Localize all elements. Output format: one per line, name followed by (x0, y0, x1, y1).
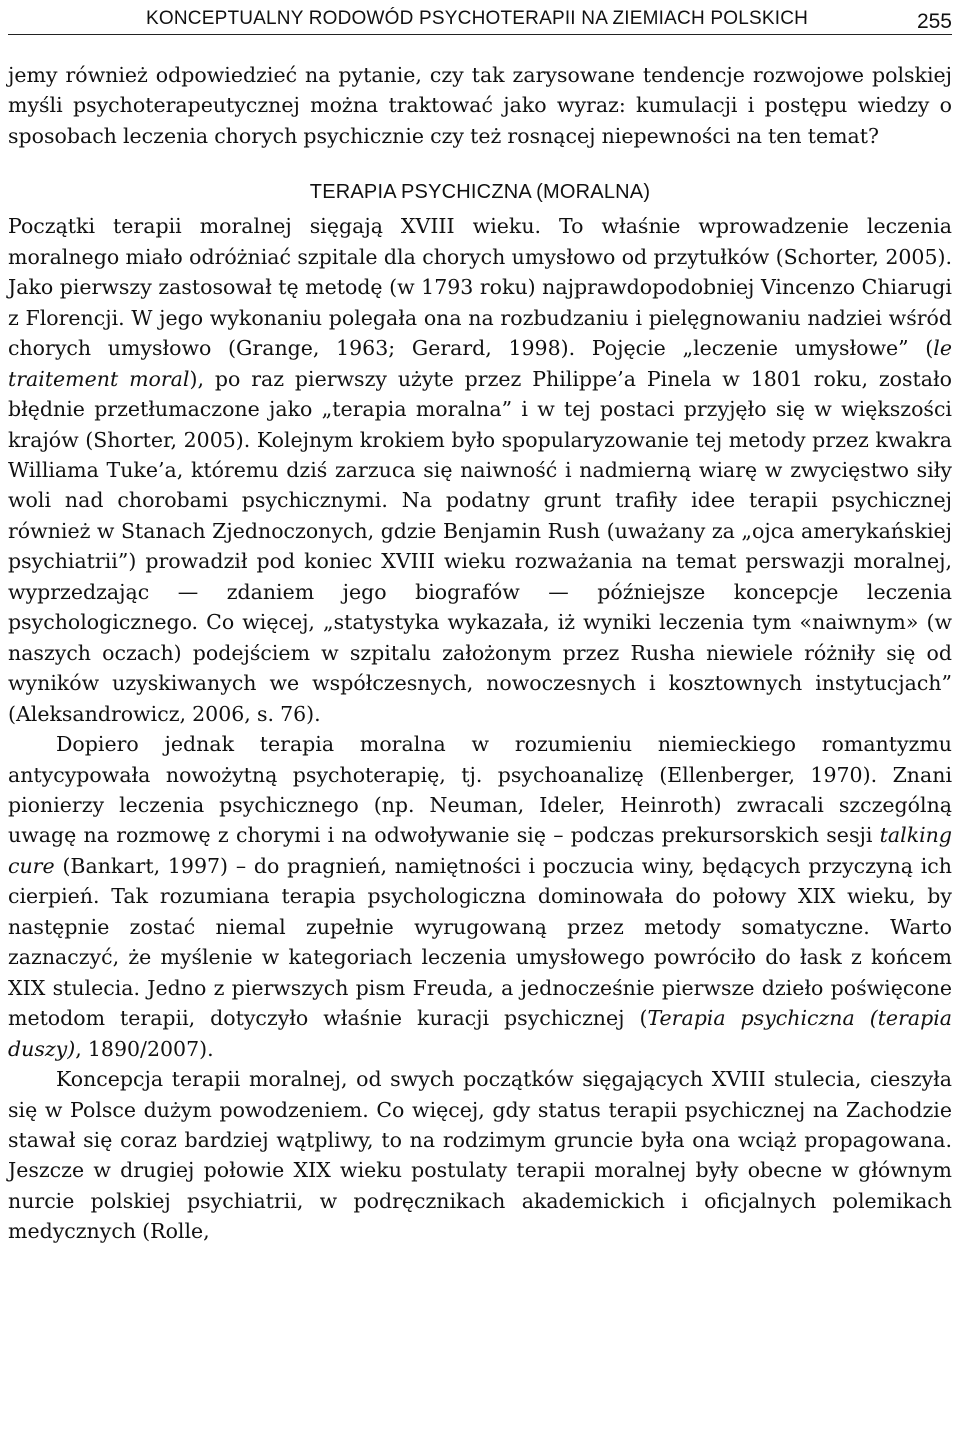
running-header-title: KONCEPTUALNY RODOWÓD PSYCHOTERAPII NA ZIEMIACH POLSKICH (146, 8, 809, 29)
paragraph-2 (8, 729, 952, 1064)
paragraph-2-text-c: , 1890/2007). (75, 1036, 214, 1061)
paragraph-1-text-b: ), po raz pierwszy użyte przez Philippe’a Pinela w 1801 roku, zostało błędnie przetłumaczone jako „terapia moralna” i w tej postaci przyjęło się w większości krajów (Shorter, 2005). Kolejnym krokiem było spopularyzowanie tej metody przez kwakra Williama Tuke’a, któremu dziś zarzuca się naiwność i nadmierną wiarę w zwycięstwo siły woli nad chorobami psychicznymi. Na podatny grunt trafiły idee terapii psychicznej również w Stanach Zjednoczonych, gdzie Benjamin Rush (uważany za „ojca amerykańskiej psychiatrii”) prowadził pod koniec XVIII wieku rozważania na temat perswazji moralnej, wyprzedzając — zdaniem jego biografów — późniejsze koncepcje leczenia psychologicznego. Co więcej, „statystyka wykazała, iż wyniki leczenia tym «naiwnym» (w naszych oczach) podejściem w szpitalu założonym przez Rusha niewiele różniły się od wyników uzyskiwanych we współczesnych, nowoczesnych i kosztownych instytucjach” (Aleksandrowicz, 2006, s. 76). (8, 366, 952, 726)
paragraph-1-italic-a: le traitement moral (8, 336, 952, 391)
paragraph-1 (8, 211, 952, 729)
paragraph-2-text-a: Dopiero jednak terapia moralna w rozumieniu niemieckiego romantyzmu antycypowała nowożytną psychoterapię, tj. psychoanalizę (Ellenberger, 1970). Znani pionierzy leczenia psychicznego (np. Neuman, Ideler, Heinroth) zwracali szczególną uwagę na rozmowę z chorymi i na odwoływanie się – podczas prekursorskich sesji (8, 732, 952, 848)
page-number: 255 (916, 10, 952, 33)
paragraph-2-italic-b: Terapia psychiczna (terapia duszy) (8, 1006, 952, 1061)
section-heading: TERAPIA PSYCHICZNA (MORALNA) (309, 181, 651, 204)
paragraph-intro: jemy również odpowiedzieć na pytanie, czy tak zarysowane tendencje rozwojowe polskiej myśli psychoterapeutycznej można traktować jako wyraz: kumulacji i postępu wiedzy o sposobach leczenia chorych psychicznie czy też rosnącej niepewności na ten temat? (8, 63, 952, 148)
paragraph-1-text-a: Początki terapii moralnej sięgają XVIII wieku. To właśnie wprowadzenie leczenia moralnego miało odróżniać szpitale dla chorych umysłowo od przytułków (Schorter, 2005). Jako pierwszy zastosował tę metodę (w 1793 roku) najprawdopodobniej Vincenzo Chiarugi z Florencji. W jego wykonaniu polegała ona na rozbudzaniu i pielęgnowaniu nadziei wśród chorych umysłowo (Grange, 1963; Gerard, 1998). Pojęcie „leczenie umysłowe” ( (8, 214, 952, 361)
body-text (8, 60, 952, 1247)
running-header (8, 4, 952, 35)
paragraph-2-italic-a: talking cure (8, 823, 952, 878)
paragraph-2-text-b: (Bankart, 1997) – do pragnień, namiętności i poczucia winy, będących przyczyną ich cierpień. Tak rozumiana terapia psychologiczna dominowała do połowy XIX wieku, by następnie zostać niemal zupełnie wyrugowaną przez metody somatyczne. Warto zaznaczyć, że myślenie w kategoriach leczenia umysłowego powróciło do łask z końcem XIX stulecia. Jedno z pierwszych pism Freuda, a jednocześnie pierwsze dzieło poświęcone metodom terapii, dotyczyło właśnie kuracji psychicznej ( (8, 853, 952, 1031)
paragraph-3: Koncepcja terapii moralnej, od swych początków sięgających XVIII stulecia, cieszyła się w Polsce dużym powodzeniem. Co więcej, gdy status terapii psychicznej na Zachodzie stawał się coraz bardziej wątpliwy, to na rodzimym gruncie była ona wciąż propagowana. Jeszcze w drugiej połowie XIX wieku postulaty terapii moralnej były obecne w głównym nurcie polskiej psychiatrii, w podręcznikach akademickich i oficjalnych polemikach medycznych (Rolle, (8, 1067, 952, 1244)
